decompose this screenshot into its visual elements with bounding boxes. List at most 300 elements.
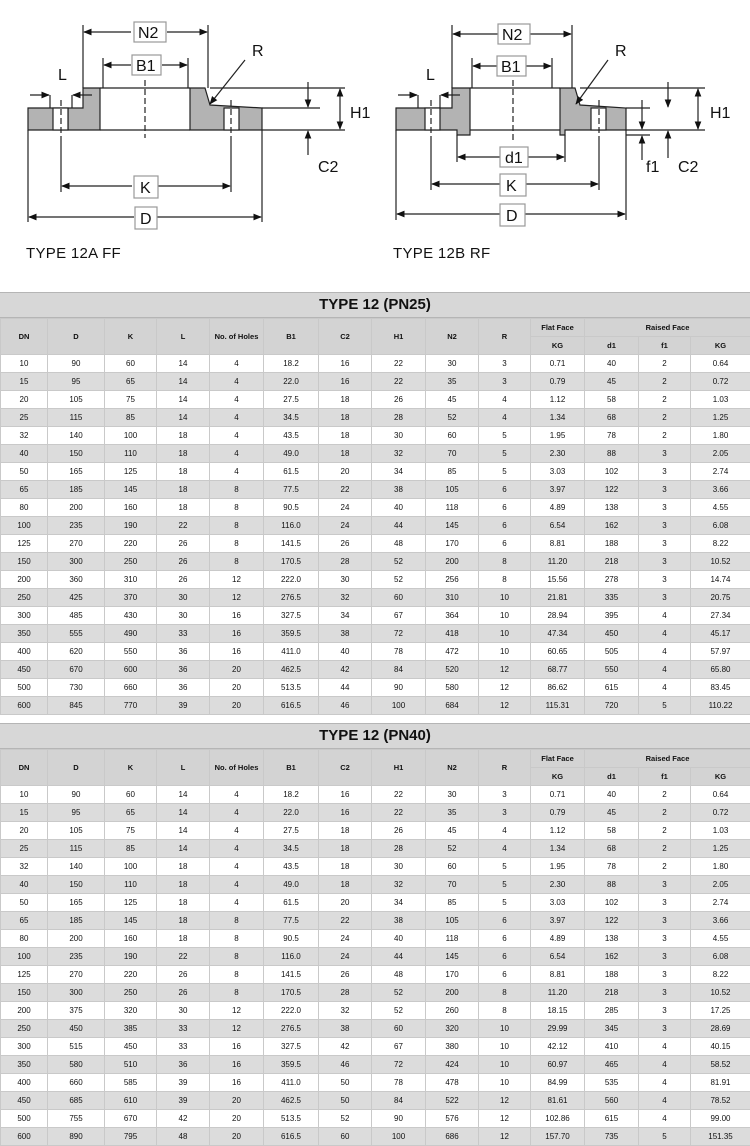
table-cell: 32 [372, 876, 426, 894]
table-cell: 44 [319, 679, 372, 697]
table-cell: 85 [105, 840, 157, 858]
table-cell: 24 [319, 499, 372, 517]
table-cell: 345 [585, 1020, 639, 1038]
table-cell: 478 [426, 1074, 479, 1092]
table-cell: 510 [105, 1056, 157, 1074]
table-cell: 20 [1, 391, 48, 409]
table-cell: 4 [639, 607, 691, 625]
table-cell: 157.70 [531, 1128, 585, 1146]
table-cell: 450 [1, 1092, 48, 1110]
table-cell: 276.5 [264, 589, 319, 607]
table-cell: 16 [210, 1038, 264, 1056]
table-cell: 12 [479, 1092, 531, 1110]
table-title: TYPE 12 (PN40) [0, 723, 750, 749]
table-cell: 535 [585, 1074, 639, 1092]
table-cell: 18 [319, 822, 372, 840]
table-cell: 85 [426, 894, 479, 912]
table-cell: 50 [1, 463, 48, 481]
table-cell: 8 [210, 948, 264, 966]
table-cell: 2.05 [691, 876, 750, 894]
table-cell: 88 [585, 445, 639, 463]
table-cell: 10 [479, 643, 531, 661]
table-cell: 17.25 [691, 1002, 750, 1020]
table-cell: 6.54 [531, 948, 585, 966]
table-cell: 14 [157, 786, 210, 804]
table-cell: 4 [210, 463, 264, 481]
label-n2-right: N2 [502, 27, 523, 44]
table-cell: 10 [479, 1038, 531, 1056]
table-cell: 600 [105, 661, 157, 679]
table-cell: 67 [372, 1038, 426, 1056]
col-f1: f1 [639, 337, 691, 355]
table-cell: 770 [105, 697, 157, 715]
table-cell: 5 [479, 427, 531, 445]
table-cell: 40.15 [691, 1038, 750, 1056]
table-row [1, 373, 750, 391]
table-cell: 4 [210, 445, 264, 463]
table-cell: 18 [157, 445, 210, 463]
table-cell: 42 [319, 1038, 372, 1056]
table-cell: 165 [48, 463, 105, 481]
table-cell: 83.45 [691, 679, 750, 697]
table-cell: 418 [426, 625, 479, 643]
table-cell: 30 [157, 589, 210, 607]
table-cell: 200 [48, 930, 105, 948]
table-cell: 30 [426, 786, 479, 804]
table-cell: 52 [426, 840, 479, 858]
table-cell: 1.95 [531, 427, 585, 445]
table-cell: 100 [1, 948, 48, 966]
table-cell: 250 [1, 1020, 48, 1038]
table-cell: 8 [210, 517, 264, 535]
table-cell: 250 [1, 589, 48, 607]
table-cell: 335 [585, 589, 639, 607]
table-cell: 36 [157, 679, 210, 697]
table-cell: 16 [210, 643, 264, 661]
table-cell: 15 [1, 804, 48, 822]
table-cell: 105 [48, 822, 105, 840]
label-c2-left: C2 [318, 159, 339, 176]
table-cell: 3 [639, 571, 691, 589]
table-row [1, 409, 750, 427]
table-cell: 26 [372, 391, 426, 409]
table-cell: 36 [157, 1056, 210, 1074]
table-cell: 34 [319, 607, 372, 625]
table-cell: 686 [426, 1128, 479, 1146]
table-cell: 20 [319, 894, 372, 912]
table-cell: 26 [157, 571, 210, 589]
col-n2: N2 [426, 319, 479, 355]
table-cell: 61.5 [264, 894, 319, 912]
table-cell: 890 [48, 1128, 105, 1146]
table-cell: 2.05 [691, 445, 750, 463]
table-row [1, 876, 750, 894]
label-k-left: K [140, 180, 151, 197]
col-d: D [48, 750, 105, 786]
table-cell: 150 [48, 876, 105, 894]
table-row [1, 643, 750, 661]
table-cell: 11.20 [531, 984, 585, 1002]
table-cell: 260 [426, 1002, 479, 1020]
table-cell: 200 [426, 553, 479, 571]
table-cell: 4 [210, 391, 264, 409]
table-cell: 95 [48, 804, 105, 822]
table-cell: 685 [48, 1092, 105, 1110]
table-cell: 78 [585, 858, 639, 876]
table-cell: 4 [210, 355, 264, 373]
table-cell: 400 [1, 1074, 48, 1092]
table-cell: 4 [210, 804, 264, 822]
table-cell: 52 [372, 1002, 426, 1020]
table-cell: 10 [1, 355, 48, 373]
table-cell: 65 [1, 912, 48, 930]
table-cell: 40 [585, 786, 639, 804]
label-d-right: D [506, 208, 518, 225]
table-cell: 30 [372, 427, 426, 445]
table-cell: 505 [585, 643, 639, 661]
table-cell: 122 [585, 481, 639, 499]
table-cell: 49.0 [264, 445, 319, 463]
table-cell: 122 [585, 912, 639, 930]
table-cell: 364 [426, 607, 479, 625]
table-cell: 670 [105, 1110, 157, 1128]
table-cell: 27.34 [691, 607, 750, 625]
table-cell: 18 [157, 912, 210, 930]
table-cell: 185 [48, 912, 105, 930]
table-cell: 38 [372, 912, 426, 930]
table-cell: 100 [105, 858, 157, 876]
table-cell: 30 [426, 355, 479, 373]
table-cell: 6.08 [691, 948, 750, 966]
table-cell: 27.5 [264, 391, 319, 409]
table-cell: 327.5 [264, 607, 319, 625]
table-cell: 68.77 [531, 661, 585, 679]
table-cell: 450 [48, 1020, 105, 1038]
table-cell: 78 [585, 427, 639, 445]
col-b1: B1 [264, 319, 319, 355]
label-r-left: R [252, 43, 264, 60]
table-cell: 46 [319, 697, 372, 715]
table-cell: 43.5 [264, 427, 319, 445]
table-cell: 50 [319, 1092, 372, 1110]
table-cell: 18 [157, 930, 210, 948]
table-cell: 1.03 [691, 391, 750, 409]
table-row [1, 822, 750, 840]
table-cell: 8 [210, 930, 264, 948]
table-cell: 32 [319, 1002, 372, 1020]
table-cell: 88 [585, 876, 639, 894]
table-cell: 0.71 [531, 786, 585, 804]
table-cell: 4 [639, 625, 691, 643]
table-row [1, 427, 750, 445]
table-cell: 359.5 [264, 625, 319, 643]
table-cell: 4 [639, 1074, 691, 1092]
table-cell: 145 [426, 517, 479, 535]
drawing-type-12b [396, 24, 705, 226]
table-cell: 125 [1, 535, 48, 553]
table-cell: 22 [372, 355, 426, 373]
table-cell: 18 [319, 858, 372, 876]
col-d: D [48, 319, 105, 355]
table-cell: 8 [210, 499, 264, 517]
table-cell: 170 [426, 535, 479, 553]
table-cell: 4 [210, 786, 264, 804]
table-cell: 188 [585, 966, 639, 984]
table-cell: 2 [639, 804, 691, 822]
table-cell: 30 [157, 1002, 210, 1020]
table-cell: 60 [105, 355, 157, 373]
table-row [1, 1092, 750, 1110]
table-cell: 4 [479, 822, 531, 840]
table-cell: 125 [105, 894, 157, 912]
table-cell: 24 [319, 930, 372, 948]
table-cell: 218 [585, 984, 639, 1002]
table-cell: 60 [426, 858, 479, 876]
table-cell: 425 [48, 589, 105, 607]
table-cell: 430 [105, 607, 157, 625]
table-cell: 615 [585, 679, 639, 697]
table-cell: 20.75 [691, 589, 750, 607]
table-cell: 12 [479, 697, 531, 715]
table-cell: 218 [585, 553, 639, 571]
table-cell: 165 [48, 894, 105, 912]
table-cell: 34.5 [264, 409, 319, 427]
table-cell: 40 [1, 445, 48, 463]
table-cell: 6 [479, 481, 531, 499]
col-k: K [105, 319, 157, 355]
table-cell: 3.97 [531, 481, 585, 499]
table-cell: 60 [319, 1128, 372, 1146]
table-cell: 60.97 [531, 1056, 585, 1074]
table-cell: 42.12 [531, 1038, 585, 1056]
table-cell: 576 [426, 1110, 479, 1128]
table-cell: 18 [319, 391, 372, 409]
table-cell: 0.79 [531, 804, 585, 822]
table-cell: 385 [105, 1020, 157, 1038]
table-row [1, 589, 750, 607]
table-row [1, 517, 750, 535]
table-cell: 60 [372, 1020, 426, 1038]
table-row [1, 697, 750, 715]
table-cell: 105 [426, 481, 479, 499]
table-cell: 28.94 [531, 607, 585, 625]
table-cell: 70 [426, 876, 479, 894]
table-cell: 39 [157, 1092, 210, 1110]
table-cell: 411.0 [264, 643, 319, 661]
table-cell: 28 [319, 553, 372, 571]
table-cell: 16 [210, 607, 264, 625]
table-cell: 450 [105, 1038, 157, 1056]
table-cell: 1.12 [531, 391, 585, 409]
table-cell: 39 [157, 1074, 210, 1092]
table-cell: 125 [1, 966, 48, 984]
table-cell: 102.86 [531, 1110, 585, 1128]
table-cell: 50 [319, 1074, 372, 1092]
table-cell: 22 [157, 517, 210, 535]
table-cell: 755 [48, 1110, 105, 1128]
table-cell: 46 [319, 1056, 372, 1074]
table-pn25 [0, 292, 750, 715]
table-cell: 8.22 [691, 535, 750, 553]
table-cell: 40 [372, 499, 426, 517]
table-cell: 58 [585, 822, 639, 840]
type-label-12a: TYPE 12A FF [26, 245, 121, 262]
table-cell: 43.5 [264, 858, 319, 876]
table-cell: 22.0 [264, 373, 319, 391]
table-cell: 12 [479, 661, 531, 679]
label-c2-right: C2 [678, 159, 699, 176]
table-cell: 65 [105, 804, 157, 822]
table-cell: 2 [639, 840, 691, 858]
table-cell: 18 [157, 481, 210, 499]
table-cell: 20 [319, 463, 372, 481]
table-cell: 12 [479, 1128, 531, 1146]
table-cell: 150 [48, 445, 105, 463]
table-cell: 1.03 [691, 822, 750, 840]
table-cell: 3 [639, 1020, 691, 1038]
table-cell: 115 [48, 840, 105, 858]
table-cell: 730 [48, 679, 105, 697]
table-cell: 110 [105, 445, 157, 463]
table-cell: 48 [372, 535, 426, 553]
table-cell: 188 [585, 535, 639, 553]
table-cell: 220 [105, 966, 157, 984]
table-row [1, 625, 750, 643]
col-c2: C2 [319, 319, 372, 355]
table-cell: 32 [1, 427, 48, 445]
table-cell: 3 [639, 912, 691, 930]
table-cell: 585 [105, 1074, 157, 1092]
table-cell: 2 [639, 858, 691, 876]
table-cell: 20 [210, 1092, 264, 1110]
table-cell: 52 [372, 984, 426, 1002]
table-cell: 78 [372, 1074, 426, 1092]
table-cell: 30 [157, 607, 210, 625]
table-row [1, 679, 750, 697]
table-cell: 44 [372, 517, 426, 535]
table-cell: 795 [105, 1128, 157, 1146]
table-cell: 45 [585, 373, 639, 391]
table-row [1, 1002, 750, 1020]
table-cell: 39 [157, 697, 210, 715]
table-cell: 4 [210, 373, 264, 391]
table-cell: 2.30 [531, 876, 585, 894]
table-cell: 44 [372, 948, 426, 966]
table-cell: 4.55 [691, 499, 750, 517]
table-cell: 8 [210, 553, 264, 571]
table-cell: 12 [479, 679, 531, 697]
col-dn: DN [1, 319, 48, 355]
table-cell: 8.22 [691, 966, 750, 984]
table-cell: 40 [1, 876, 48, 894]
table-cell: 8 [210, 481, 264, 499]
table-cell: 170 [426, 966, 479, 984]
table-cell: 235 [48, 948, 105, 966]
table-cell: 25 [1, 409, 48, 427]
table-cell: 3 [479, 804, 531, 822]
table-cell: 3 [639, 894, 691, 912]
table-cell: 278 [585, 571, 639, 589]
table-cell: 3.03 [531, 463, 585, 481]
col-kg-raised: KG [691, 768, 750, 786]
table-cell: 58.52 [691, 1056, 750, 1074]
table-cell: 60.65 [531, 643, 585, 661]
table-cell: 2 [639, 786, 691, 804]
table-cell: 68 [585, 840, 639, 858]
table-cell: 16 [210, 1056, 264, 1074]
table-cell: 3.03 [531, 894, 585, 912]
table-cell: 18 [319, 445, 372, 463]
table-cell: 3 [479, 786, 531, 804]
table-cell: 18 [157, 427, 210, 445]
table-cell: 14 [157, 409, 210, 427]
table-cell: 2 [639, 427, 691, 445]
table-cell: 170.5 [264, 553, 319, 571]
col-kg-raised: KG [691, 337, 750, 355]
table-cell: 100 [372, 697, 426, 715]
table-cell: 4 [639, 1092, 691, 1110]
table-cell: 100 [105, 427, 157, 445]
table-cell: 18 [157, 499, 210, 517]
table-cell: 16 [319, 355, 372, 373]
table-row [1, 948, 750, 966]
table-cell: 72 [372, 625, 426, 643]
table-cell: 2 [639, 355, 691, 373]
label-n2-left: N2 [138, 25, 159, 42]
table-cell: 4 [639, 1110, 691, 1128]
table-cell: 30 [319, 571, 372, 589]
table-cell: 10 [479, 625, 531, 643]
col-r: R [479, 319, 531, 355]
table-cell: 145 [426, 948, 479, 966]
table-cell: 16 [319, 373, 372, 391]
table-cell: 12 [210, 1002, 264, 1020]
table-row [1, 1038, 750, 1056]
table-cell: 27.5 [264, 822, 319, 840]
table-cell: 3 [639, 589, 691, 607]
table-cell: 22 [372, 786, 426, 804]
table-cell: 410 [585, 1038, 639, 1056]
table-cell: 4 [210, 427, 264, 445]
table-cell: 4.89 [531, 930, 585, 948]
table-cell: 4.55 [691, 930, 750, 948]
table-cell: 610 [105, 1092, 157, 1110]
table-cell: 300 [48, 553, 105, 571]
table-cell: 2 [639, 822, 691, 840]
label-b1-left: B1 [136, 58, 156, 75]
table-cell: 845 [48, 697, 105, 715]
table-cell: 4 [639, 643, 691, 661]
table-cell: 116.0 [264, 948, 319, 966]
table-row [1, 1020, 750, 1038]
table-cell: 5 [479, 876, 531, 894]
type-label-12b: TYPE 12B RF [393, 245, 491, 262]
table-cell: 36 [157, 661, 210, 679]
table-cell: 12 [210, 589, 264, 607]
table-cell: 52 [319, 1110, 372, 1128]
table-cell: 620 [48, 643, 105, 661]
table-cell: 200 [48, 499, 105, 517]
table-cell: 20 [210, 1128, 264, 1146]
table-cell: 45.17 [691, 625, 750, 643]
table-cell: 70 [426, 445, 479, 463]
table-cell: 151.35 [691, 1128, 750, 1146]
table-cell: 118 [426, 930, 479, 948]
table-cell: 61.5 [264, 463, 319, 481]
table-cell: 1.25 [691, 409, 750, 427]
col-flat-face: Flat Face [531, 319, 585, 337]
table-cell: 200 [426, 984, 479, 1002]
